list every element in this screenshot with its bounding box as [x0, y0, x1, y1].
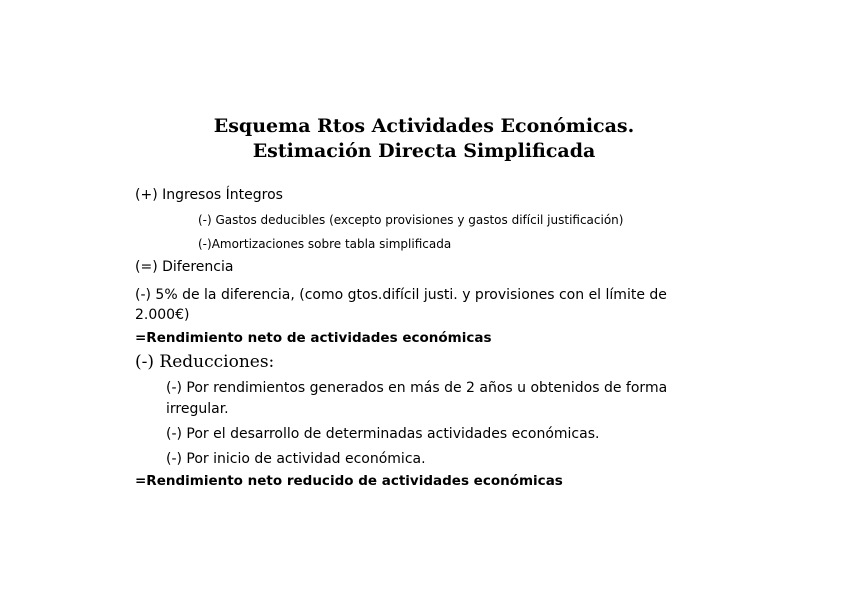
title-line-2: Estimación Directa Simplificada — [252, 140, 596, 162]
rendimiento-neto-line: =Rendimiento neto de actividades económicas — [135, 330, 492, 346]
reduccion-irregular-line: (-) Por rendimientos generados en más de 2 años u obtenidos de forma irregular. — [166, 380, 668, 417]
title-line-1: Esquema Rtos Actividades Económicas. — [213, 115, 635, 137]
gastos-line: (-) Gastos deducibles (excepto provisiones y gastos difícil justificación) — [198, 213, 624, 227]
reducciones-heading: (-) Reducciones: — [135, 352, 275, 372]
amortizaciones-line: (-)Amortizaciones sobre tabla simplificada — [198, 237, 452, 251]
rendimiento-reducido-line: =Rendimiento neto reducido de actividades económicas — [135, 473, 563, 489]
reduccion-desarrollo-line: (-) Por el desarrollo de determinadas actividades económicas. — [166, 426, 600, 442]
cinco-por-ciento-line: (-) 5% de la diferencia, (como gtos.difícil justi. y provisiones con el límite de 2.000€) — [135, 287, 667, 323]
diferencia-line: (=) Diferencia — [135, 259, 234, 275]
ingresos-line: (+) Ingresos Íntegros — [135, 187, 283, 203]
reduccion-inicio-line: (-) Por inicio de actividad económica. — [166, 451, 426, 467]
